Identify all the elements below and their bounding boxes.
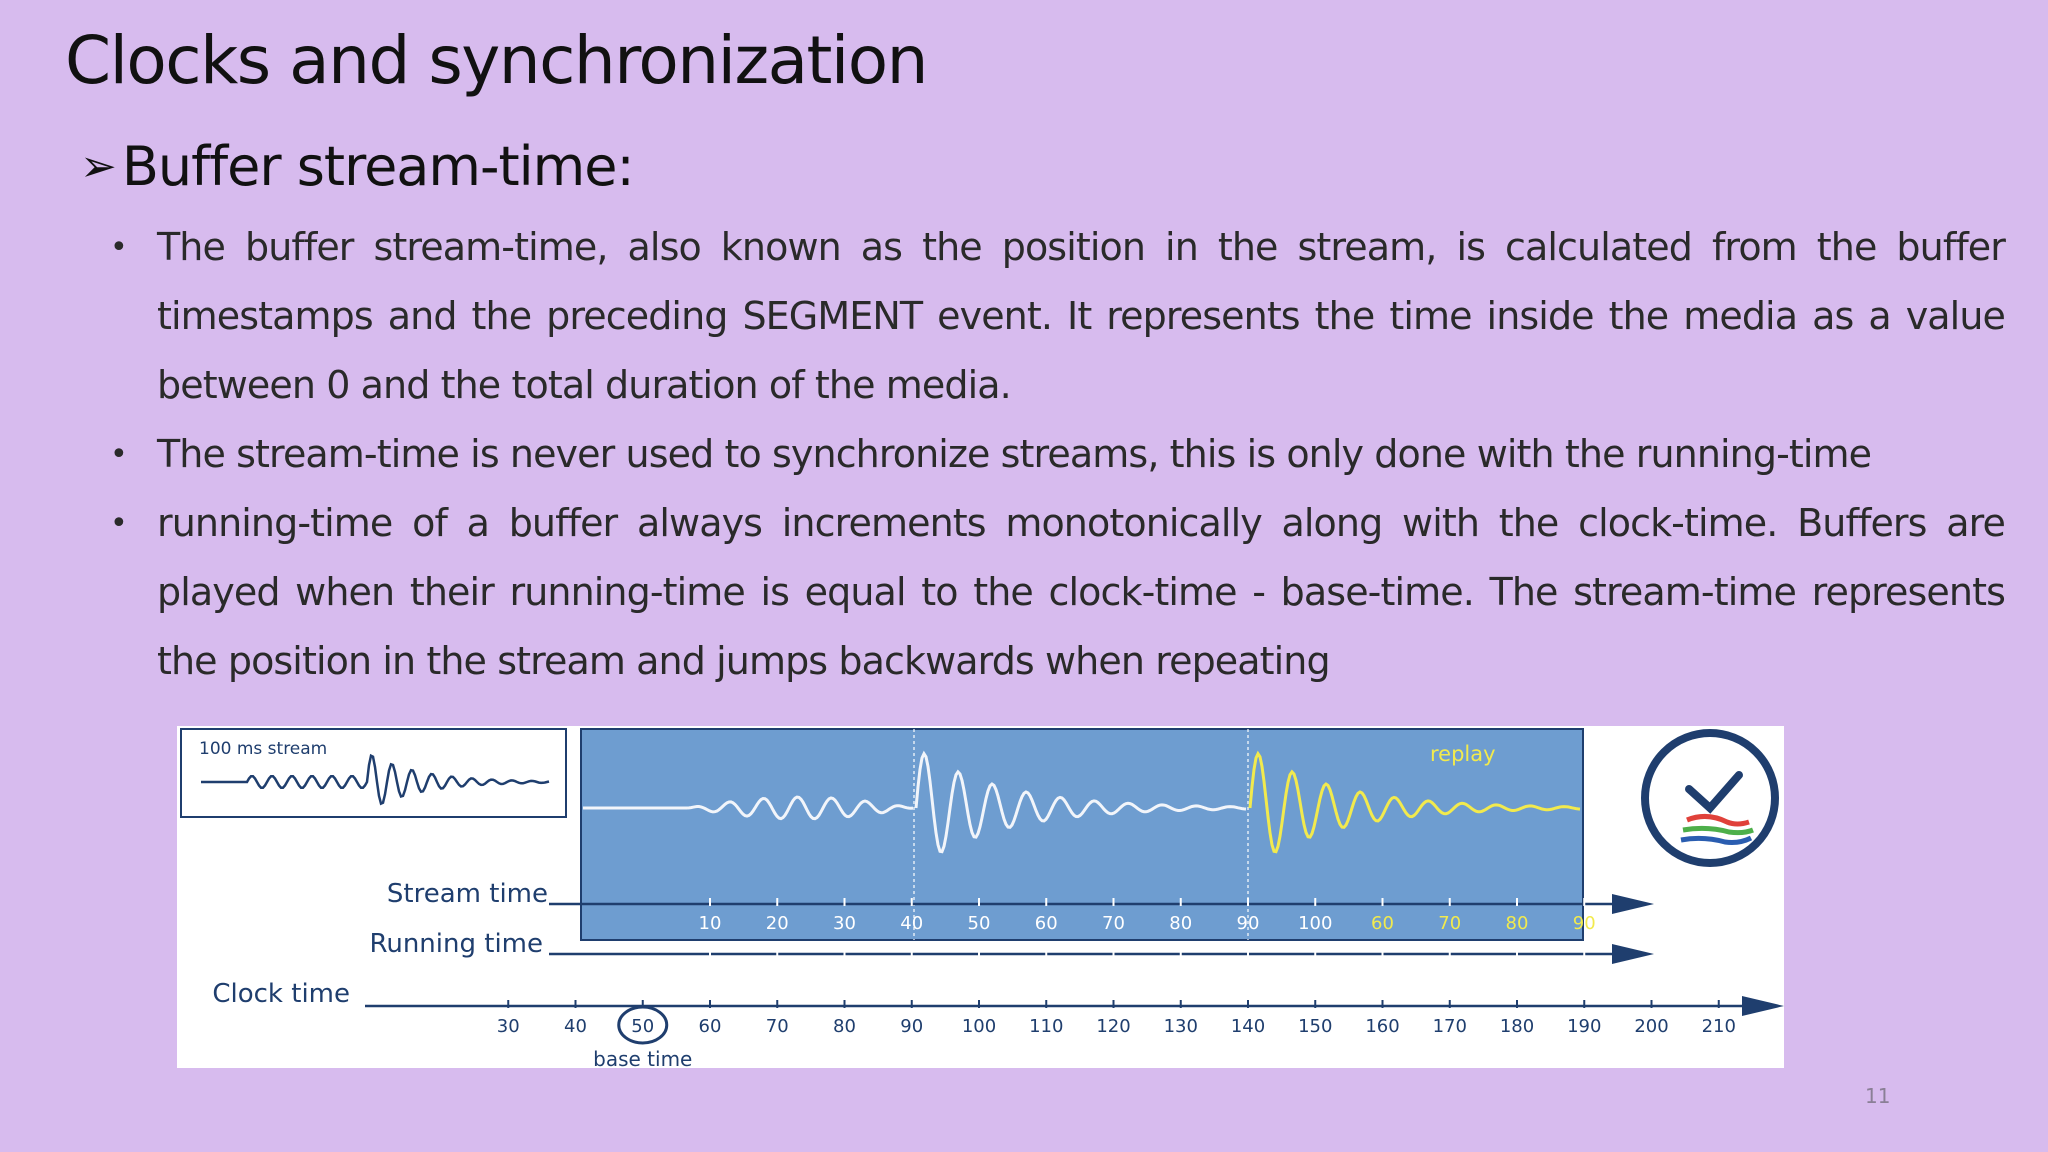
clock-axis-tick-label: 120 [1096, 1016, 1131, 1037]
clock-axis-tick-label: 50 [631, 1016, 655, 1037]
running-time-label: Running time [369, 929, 543, 959]
bullet-text: The stream-time is never used to synchronize streams, this is only done with the running-time [157, 432, 1872, 476]
running-axis-tick-label: 70 [1102, 962, 1125, 983]
bullet-text: running-time of a buffer always increments monotonically along with the clock-time. Buffers are played when their running-time is equal to the clock-time - base-time. The stream-time represents the position in the stream and jumps backwards when repeating [157, 501, 2005, 683]
base-time-label: base time [593, 1047, 693, 1068]
clock-axis-tick-label: 40 [564, 1016, 587, 1037]
running-axis-tick-label: 140 [1567, 962, 1602, 983]
running-axis-tick-label: 100 [1298, 962, 1333, 983]
running-axis-tick-label: 110 [1365, 962, 1400, 983]
running-axis-tick-label: 130 [1499, 962, 1535, 983]
clock-icon [1645, 733, 1775, 863]
clock-axis-tick-label: 60 [698, 1016, 722, 1037]
stream-axis-tick-label: 80 [1505, 913, 1529, 934]
clock-axis-arrowhead [1742, 996, 1784, 1016]
clock-axis-tick-label: 30 [496, 1016, 520, 1037]
clock-axis-tick-label: 90 [900, 1016, 924, 1037]
running-axis-tick-label: 20 [765, 962, 789, 983]
running-axis-tick-label: 10 [698, 962, 722, 983]
running-axis-tick-label: 40 [900, 962, 924, 983]
stream-axis-tick-label: 10 [698, 913, 722, 934]
subheading [80, 135, 634, 198]
stream-axis-tick-label: 80 [1169, 913, 1193, 934]
bullet-item [110, 420, 2005, 489]
running-axis-tick-label: 90 [1236, 962, 1260, 983]
clock-axis-tick-label: 190 [1567, 1016, 1602, 1037]
clock-axis-tick-label: 70 [765, 1016, 789, 1037]
stream-time-label: Stream time [386, 879, 548, 909]
slide-title: Clocks and synchronization [65, 22, 927, 99]
clock-axis-tick-label: 210 [1701, 1016, 1736, 1037]
stream-axis-tick-label: 40 [900, 913, 924, 934]
stream-axis-tick-label: 20 [765, 913, 789, 934]
clock-axis-tick-label: 180 [1499, 1016, 1535, 1037]
clock-axis-tick-label: 80 [833, 1016, 856, 1037]
running-axis-tick-label: 30 [833, 962, 856, 983]
stream-axis-tick-label: 30 [833, 913, 856, 934]
clock-axis-tick-label: 100 [961, 1016, 997, 1037]
replay-label: replay [1430, 742, 1496, 766]
running-axis-tick-label: 60 [1034, 962, 1058, 983]
clock-axis-tick-label: 140 [1230, 1016, 1266, 1037]
stream-axis-tick-label: 60 [1034, 913, 1058, 934]
stream-axis-tick-label: 70 [1102, 913, 1125, 934]
stream-axis-tick-label: 60 [1371, 913, 1394, 934]
stream-axis-tick-label: 70 [1438, 913, 1462, 934]
running-axis-tick-label: 120 [1432, 962, 1467, 983]
page-number: 11 [1865, 1084, 1891, 1108]
clock-axis-tick-label: 110 [1029, 1016, 1064, 1037]
stream-axis-tick-label: 90 [1572, 913, 1596, 934]
bullet-text: The buffer stream-time, also known as the position in the stream, is calculated from the buffer timestamps and the preceding SEGMENT event. It represents the time inside the media as a value between 0 and the total duration of the media. [157, 225, 2005, 407]
running-axis-tick-label: 50 [967, 962, 991, 983]
inset-label: 100 ms stream [199, 739, 328, 759]
stream-axis-tick-label: 90 [1236, 913, 1260, 934]
arrow-bullet-icon: ➢ [80, 141, 116, 192]
bullet-dot-icon: • [110, 506, 127, 541]
subheading-text: Buffer stream-time: [121, 135, 634, 198]
stream-axis-arrowhead [1612, 894, 1654, 914]
clock-axis-tick-label: 130 [1163, 1016, 1198, 1037]
timeline-figure [177, 726, 1784, 1068]
clock-time-label: Clock time [212, 979, 350, 1009]
bullet-list [110, 213, 2005, 696]
timeline-diagram [177, 726, 1784, 1068]
running-axis-arrowhead [1612, 944, 1654, 964]
clock-axis-tick-label: 160 [1365, 1016, 1400, 1037]
bullet-dot-icon: • [110, 437, 127, 472]
clock-axis-tick-label: 170 [1432, 1016, 1467, 1037]
stream-axis-tick-label: 50 [967, 913, 991, 934]
bullet-item [110, 213, 2005, 420]
stream-axis-tick-label: 100 [1298, 913, 1333, 934]
running-axis-tick-label: 80 [1169, 962, 1193, 983]
bullet-dot-icon: • [110, 230, 127, 265]
clock-axis-tick-label: 200 [1634, 1016, 1669, 1037]
bullet-item [110, 489, 2005, 696]
clock-axis-tick-label: 150 [1298, 1016, 1333, 1037]
